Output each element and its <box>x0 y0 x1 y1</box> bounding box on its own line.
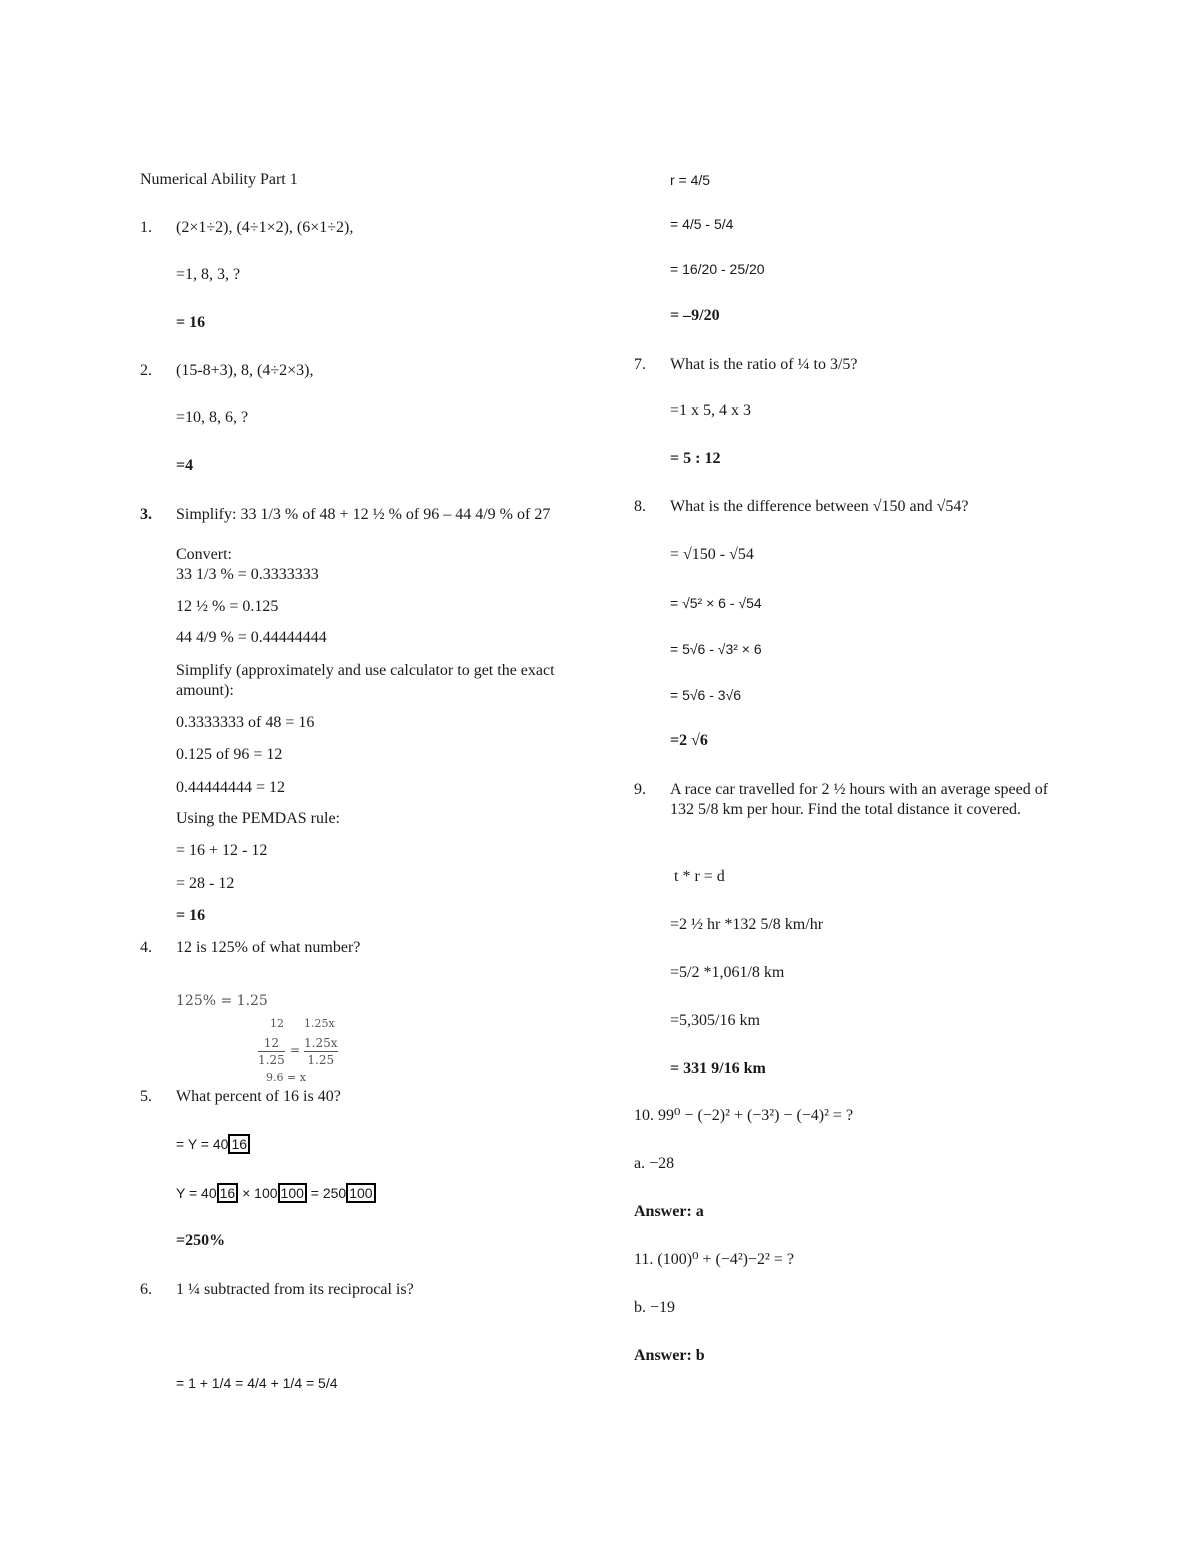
q3-pemdas-1: = 16 + 12 - 12 <box>176 842 268 859</box>
q5-step-2-box1: 16 <box>217 1183 239 1203</box>
q2-answer: =4 <box>176 457 194 474</box>
q4-text: 12 is 125% of what number? <box>176 939 361 956</box>
q5-step-2-a: Y = 40 <box>176 1185 217 1201</box>
q3-simplify: Simplify (approximately and use calculator to get the exact amount): <box>176 662 555 699</box>
q8-step-1: = √150 - √54 <box>670 546 754 563</box>
q4-math-line-1: 125% = 1.25 <box>176 993 268 1009</box>
q6-step-3: = 16/20 - 25/20 <box>670 261 765 277</box>
q5-step-2-box3: 100 <box>346 1183 375 1203</box>
q4-frac-left-num: 12 <box>258 1035 285 1052</box>
q6-r: r = 4/5 <box>670 172 711 188</box>
q9-answer: = 331 9/16 km <box>670 1060 766 1077</box>
q10-choice: a. −28 <box>634 1155 675 1172</box>
q4-equals: = <box>290 1043 301 1057</box>
q8-step-2: = √5² × 6 - √54 <box>670 595 762 611</box>
q11-text: 11. (100)⁰ + (−4²)−2² = ? <box>634 1251 794 1268</box>
q9-step-4: =5,305/16 km <box>670 1012 760 1029</box>
q1-text: (2×1÷2), (4÷1×2), (6×1÷2), <box>176 219 354 236</box>
q2-number: 2. <box>140 362 152 379</box>
q3-number: 3. <box>140 506 152 523</box>
q4-math-frac-left <box>258 1035 285 1068</box>
q7-number: 7. <box>634 356 646 373</box>
q8-answer: =2 √6 <box>670 732 708 749</box>
q5-step-2-c: = 250 <box>306 1185 347 1201</box>
q4-number: 4. <box>140 939 152 956</box>
q5-step-2-box2: 100 <box>278 1183 307 1203</box>
q5-number: 5. <box>140 1088 152 1105</box>
q6-step-2: = 4/5 - 5/4 <box>670 216 734 232</box>
q5-step-1 <box>176 1134 250 1154</box>
q11-answer: Answer: b <box>634 1347 705 1364</box>
q5-step-1-text: = Y = 40 <box>176 1136 229 1152</box>
q9-step-2: =2 ½ hr *132 5/8 km/hr <box>670 916 824 933</box>
q7-text: What is the ratio of ¼ to 3/5? <box>670 356 858 373</box>
q5-step-2 <box>176 1183 376 1203</box>
q7-answer: = 5 : 12 <box>670 450 721 467</box>
q3-pemdas: Using the PEMDAS rule: <box>176 810 340 827</box>
q3-convert: Convert: <box>176 546 232 563</box>
q5-step-1-box: 16 <box>228 1134 250 1154</box>
q10-answer: Answer: a <box>634 1203 704 1220</box>
q5-step-2-b: × 100 <box>238 1185 278 1201</box>
q4-frac-right-den: 1.25 <box>307 1053 335 1067</box>
q4-frac-left-den: 1.25 <box>258 1053 285 1067</box>
q6-text: 1 ¼ subtracted from its reciprocal is? <box>176 1281 414 1298</box>
page-title: Numerical Ability Part 1 <box>140 171 298 188</box>
q8-number: 8. <box>634 498 646 515</box>
q9-text: A race car travelled for 2 ½ hours with an average speed of 132 5/8 km per hour. Find the total distance it covered. <box>670 781 1049 818</box>
q1-step: =1, 8, 3, ? <box>176 266 241 283</box>
q3-text: Simplify: 33 1/3 % of 48 + 12 ½ % of 96 – 44 4/9 % of 27 <box>176 506 551 523</box>
q6-answer: = –9/20 <box>670 307 720 324</box>
q3-pemdas-2: = 28 - 12 <box>176 875 235 892</box>
q3-convert-3: 44 4/9 % = 0.44444444 <box>176 629 327 646</box>
q6-number: 6. <box>140 1281 152 1298</box>
q5-text: What percent of 16 is 40? <box>176 1088 341 1105</box>
q3-simplify-2: 0.125 of 96 = 12 <box>176 746 283 763</box>
q1-number: 1. <box>140 219 152 236</box>
q2-step: =10, 8, 6, ? <box>176 409 249 426</box>
q3-simplify-3: 0.44444444 = 12 <box>176 779 286 796</box>
q9-step-3: =5/2 *1,061/8 km <box>670 964 785 981</box>
q3-convert-1: 33 1/3 % = 0.3333333 <box>176 566 319 583</box>
q9-number: 9. <box>634 781 646 798</box>
q4-math-line-2b: 1.25x <box>304 1017 335 1030</box>
q7-step: =1 x 5, 4 x 3 <box>670 402 752 419</box>
q4-math-line-2a: 12 <box>270 1017 284 1030</box>
q6-step: = 1 + 1/4 = 4/4 + 1/4 = 5/4 <box>176 1375 338 1391</box>
q8-text: What is the difference between √150 and √54? <box>670 498 969 515</box>
q11-choice: b. −19 <box>634 1299 676 1316</box>
q8-step-4: = 5√6 - 3√6 <box>670 687 742 703</box>
q1-answer: = 16 <box>176 314 206 331</box>
q8-step-3: = 5√6 - √3² × 6 <box>670 641 762 657</box>
q3-answer: = 16 <box>176 907 206 924</box>
q4-math-line-4: 9.6 = x <box>266 1071 306 1084</box>
q9-step-1: t * r = d <box>674 868 725 885</box>
q3-convert-2: 12 ½ % = 0.125 <box>176 598 279 615</box>
q10-text: 10. 99⁰ − (−2)² + (−3²) − (−4)² = ? <box>634 1107 854 1124</box>
q5-answer: =250% <box>176 1232 226 1249</box>
q3-simplify-1: 0.3333333 of 48 = 16 <box>176 714 315 731</box>
q2-text: (15-8+3), 8, (4÷2×3), <box>176 362 314 379</box>
q4-math-frac-right <box>304 1035 338 1068</box>
q4-frac-right-num: 1.25x <box>304 1036 338 1050</box>
